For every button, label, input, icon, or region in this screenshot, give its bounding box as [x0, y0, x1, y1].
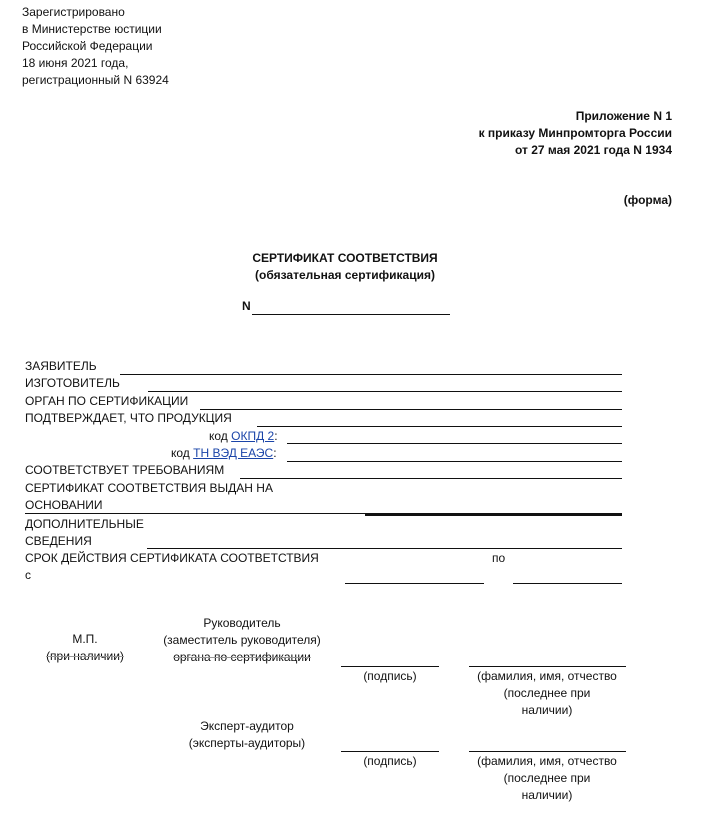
head-name-blank[interactable]	[469, 666, 626, 667]
appendix-line: Приложение N 1	[575, 109, 672, 123]
expert-name-caption-line3: наличии)	[521, 788, 573, 802]
appendix-header	[479, 108, 672, 159]
document-title	[0, 250, 690, 284]
confirms-label: ПОДТВЕРЖДАЕТ, ЧТО ПРОДУКЦИЯ	[25, 411, 232, 425]
head-signature-caption: (подпись)	[363, 669, 417, 683]
issued-label-line1: СЕРТИФИКАТ СООТВЕТСТВИЯ ВЫДАН НА	[25, 481, 273, 495]
expert-name-caption-line1: (фамилия, имя, отчество	[477, 754, 617, 768]
subtitle-line: (обязательная сертификация)	[255, 268, 435, 282]
expert-name-blank[interactable]	[469, 751, 626, 752]
expert-caption-line1: Эксперт-аудитор	[200, 719, 294, 733]
appendix-line: от 27 мая 2021 года N 1934	[514, 143, 672, 157]
head-caption-line2: (заместитель руководителя)	[163, 633, 321, 647]
registration-line: в Министерстве юстиции	[22, 22, 162, 36]
issued-label-line2: ОСНОВАНИИ	[25, 498, 103, 512]
head-caption-line1: Руководитель	[203, 616, 281, 630]
stamp-label: М.П.	[72, 632, 98, 646]
validity-to-blank[interactable]	[513, 583, 622, 584]
number-blank[interactable]	[252, 301, 450, 315]
additional-label-line2: СВЕДЕНИЯ	[25, 534, 92, 548]
okpd-prefix: код	[209, 429, 228, 443]
expert-caption-line2: (эксперты-аудиторы)	[188, 736, 306, 750]
manufacturer-label: ИЗГОТОВИТЕЛЬ	[25, 376, 120, 390]
complies-label: СООТВЕТСТВУЕТ ТРЕБОВАНИЯМ	[25, 463, 225, 477]
registration-line: Зарегистрировано	[22, 5, 125, 19]
registration-line: Российской Федерации	[22, 39, 153, 53]
validity-to-label: по	[492, 551, 506, 565]
head-signature-blank[interactable]	[341, 666, 439, 667]
tnved-blank[interactable]	[287, 461, 622, 462]
head-name-caption-line3: наличии)	[521, 703, 573, 717]
additional-label-line1: ДОПОЛНИТЕЛЬНЫЕ	[25, 517, 144, 531]
okpd-colon: :	[274, 429, 278, 443]
issued-blank[interactable]	[365, 514, 622, 516]
expert-signature-blank[interactable]	[341, 751, 439, 752]
tnved-link[interactable]: ТН ВЭД ЕАЭС	[193, 446, 274, 460]
expert-name-caption-line2: (последнее при	[503, 771, 591, 785]
product-blank[interactable]	[257, 426, 622, 427]
registration-line: 18 июня 2021 года,	[22, 56, 129, 70]
okpd-code-label	[209, 428, 278, 445]
registration-note	[22, 4, 169, 89]
validity-label-line1: СРОК ДЕЙСТВИЯ СЕРТИФИКАТА СООТВЕТСТВИЯ	[25, 551, 319, 565]
tnved-prefix: код	[171, 446, 190, 460]
cert-body-label: ОРГАН ПО СЕРТИФИКАЦИИ	[25, 394, 189, 408]
form-label: (форма)	[623, 193, 672, 207]
cert-body-blank[interactable]	[200, 409, 622, 410]
additional-blank[interactable]	[147, 548, 622, 549]
tnved-code-label	[171, 445, 277, 462]
tnved-colon: :	[273, 446, 277, 460]
expert-signature-caption: (подпись)	[363, 754, 417, 768]
applicant-blank[interactable]	[120, 374, 622, 375]
head-caption-line3: органа по сертификации	[173, 650, 311, 664]
okpd-link[interactable]: ОКПД 2	[231, 429, 275, 443]
validity-label-line2: с	[25, 568, 31, 582]
complies-blank[interactable]	[240, 478, 622, 479]
validity-from-blank[interactable]	[345, 583, 484, 584]
appendix-line: к приказу Минпромторга России	[478, 126, 672, 140]
manufacturer-blank[interactable]	[148, 391, 622, 392]
stamp-note: (при наличии)	[46, 649, 124, 663]
certificate-number	[242, 298, 450, 315]
applicant-label: ЗАЯВИТЕЛЬ	[25, 359, 97, 373]
registration-line: регистрационный N 63924	[22, 73, 169, 87]
number-prefix: N	[242, 299, 251, 313]
title-line: СЕРТИФИКАТ СООТВЕТСТВИЯ	[252, 251, 438, 265]
head-name-caption-line2: (последнее при	[503, 686, 591, 700]
head-name-caption-line1: (фамилия, имя, отчество	[477, 669, 617, 683]
okpd-blank[interactable]	[287, 443, 622, 444]
